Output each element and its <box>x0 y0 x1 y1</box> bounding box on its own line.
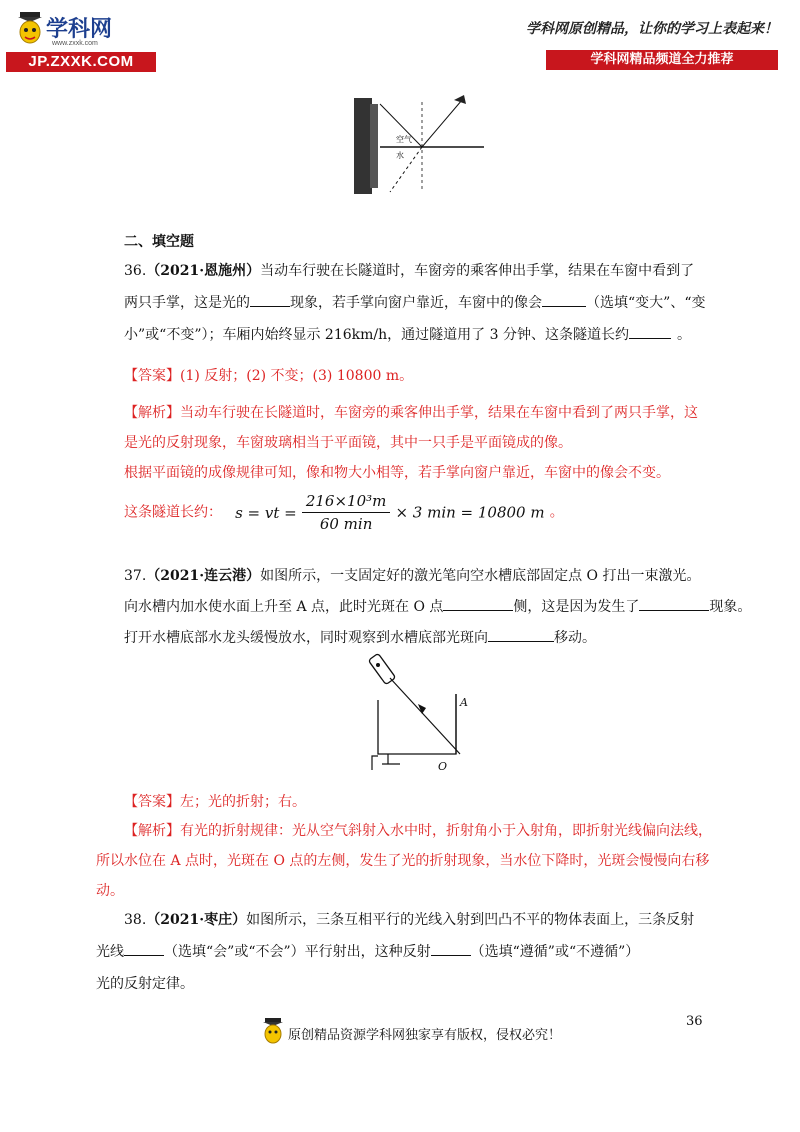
formula-prefix: 这条隧道长约： <box>124 504 222 521</box>
formula-rhs: × 3 min = 10800 m <box>395 503 545 522</box>
footer-mascot-icon <box>262 1018 284 1046</box>
q37-number: 37. <box>124 568 147 584</box>
answer-tag: 【答案】 <box>124 794 180 810</box>
label-o: O <box>438 760 448 773</box>
formula-lhs: s = vt = <box>235 503 297 522</box>
answer-blank[interactable] <box>443 598 513 611</box>
q36-line3 <box>124 325 691 345</box>
fraction-numerator: 216×10³m <box>302 492 391 513</box>
q38-text: 光线 <box>96 944 124 960</box>
answer-blank[interactable] <box>629 326 671 339</box>
answer-blank[interactable] <box>542 294 586 307</box>
q37-source: （2021·连云港） <box>146 568 261 584</box>
section-title: 二、填空题 <box>124 234 194 250</box>
q36-analysis-l2: 是光的反射现象，车窗玻璃相当于平面镜，其中一只手是平面镜成的像。 <box>124 435 572 451</box>
q38-source: （2021·枣庄） <box>146 912 247 928</box>
label-water: 水 <box>396 151 404 160</box>
q36-text: 。 <box>676 327 691 343</box>
answer-text: (1) 反射；(2) 不变；(3) 10800 m。 <box>180 368 414 384</box>
label-air: 空气 <box>396 135 412 144</box>
q38-text: 如图所示，三条互相平行的光线入射到凹凸不平的物体表面上，三条反射 <box>246 912 695 928</box>
q38-number: 38. <box>124 912 147 928</box>
analysis-text: 有光的折射规律：光从空气斜射入水中时，折射角小于入射角，即折射光线偏向法线， <box>180 823 712 839</box>
footer-copyright: 原创精品资源学科网独家享有版权，侵权必究！ <box>288 1028 562 1043</box>
domain-badge[interactable]: JP.ZXXK.COM <box>6 52 156 72</box>
q37-text: 移动。 <box>554 630 596 646</box>
q36-text: 小”或“不变”）；车厢内始终显示 216km/h，通过隧道用了 3 分钟、这条隧道长约 <box>124 327 629 343</box>
q37-answer <box>124 792 306 812</box>
q37-line2 <box>124 597 751 617</box>
formula-end: 。 <box>549 504 564 521</box>
logo-text: 学科网 <box>46 16 113 41</box>
q37-text: 向水槽内加水使水面上升至 A 点，此时光斑在 O 点 <box>124 599 444 615</box>
answer-tag: 【答案】 <box>124 368 180 384</box>
analysis-tag: 【解析】 <box>124 823 180 839</box>
analysis-text: 当动车行驶在长隧道时，车窗旁的乘客伸出手掌，结果在车窗中看到了两只手掌，这 <box>180 405 698 421</box>
answer-blank[interactable] <box>639 598 709 611</box>
q36-line1 <box>124 261 694 281</box>
q37-line1 <box>124 566 701 586</box>
laser-tank-figure <box>338 652 488 776</box>
q38-text: （选填“遵循”或“不遵循”） <box>470 944 640 960</box>
q36-source: （2021·恩施州） <box>146 263 261 279</box>
logo-subtext: www.zxxk.com <box>52 40 98 47</box>
q37-text: 打开水槽底部水龙头缓慢放水，同时观察到水槽底部光斑向 <box>124 630 488 646</box>
answer-text: 左；光的折射；右。 <box>180 794 306 810</box>
q38-line3: 光的反射定律。 <box>96 976 194 992</box>
q37-analysis-l3: 动。 <box>96 883 124 899</box>
fraction-denominator: 60 min <box>319 515 373 533</box>
q37-text: 侧，这是因为发生了 <box>513 599 640 615</box>
q38-line2 <box>96 942 639 962</box>
q37-analysis-l2: 所以水位在 A 点时，光斑在 O 点的左侧，发生了光的折射现象，当水位下降时，光斑会慢慢向右移 <box>96 853 710 869</box>
q36-analysis-l3: 根据平面镜的成像规律可知，像和物大小相等，若手掌向窗户靠近，车窗中的像会不变。 <box>124 465 670 481</box>
answer-blank[interactable] <box>250 294 290 307</box>
label-a: A <box>460 696 468 709</box>
q36-text: （选填“变大”、“变 <box>586 295 706 311</box>
formula-fraction <box>302 492 391 533</box>
q36-text: 两只手掌，这是光的 <box>124 295 250 311</box>
q37-line3 <box>124 628 596 648</box>
q36-analysis-l1 <box>124 403 698 423</box>
q36-line2 <box>124 293 705 313</box>
q36-text: 当动车行驶在长隧道时，车窗旁的乘客伸出手掌，结果在车窗中看到了 <box>260 263 695 279</box>
q36-text: 现象，若手掌向窗户靠近，车窗中的像会 <box>290 295 542 311</box>
q37-text: 现象。 <box>709 599 752 615</box>
q36-formula <box>124 492 564 540</box>
page-number: 36 <box>686 1014 703 1029</box>
analysis-tag: 【解析】 <box>124 405 180 421</box>
mascot-icon <box>16 12 44 48</box>
q38-line1 <box>124 910 694 930</box>
q36-answer <box>124 366 413 386</box>
q37-analysis-l1 <box>124 821 712 841</box>
answer-blank[interactable] <box>431 943 471 956</box>
reflection-figure <box>350 92 490 200</box>
answer-blank[interactable] <box>124 943 164 956</box>
laser-beam <box>390 678 460 754</box>
header-banner: 学科网精品频道全力推荐 <box>546 50 778 70</box>
header-slogan: 学科网原创精品，让你的学习上表起来！ <box>526 21 778 37</box>
q37-text: 如图所示，一支固定好的激光笔向空水槽底部固定点 O 打出一束激光。 <box>260 568 701 584</box>
answer-blank[interactable] <box>488 629 554 642</box>
water-tank <box>378 694 456 754</box>
q38-text: （选填“会”或“不会”）平行射出，这种反射 <box>164 944 431 960</box>
faucet-icon <box>372 754 400 770</box>
hand-shape <box>354 98 372 194</box>
header-logo <box>12 10 162 50</box>
q36-number: 36. <box>124 263 147 279</box>
